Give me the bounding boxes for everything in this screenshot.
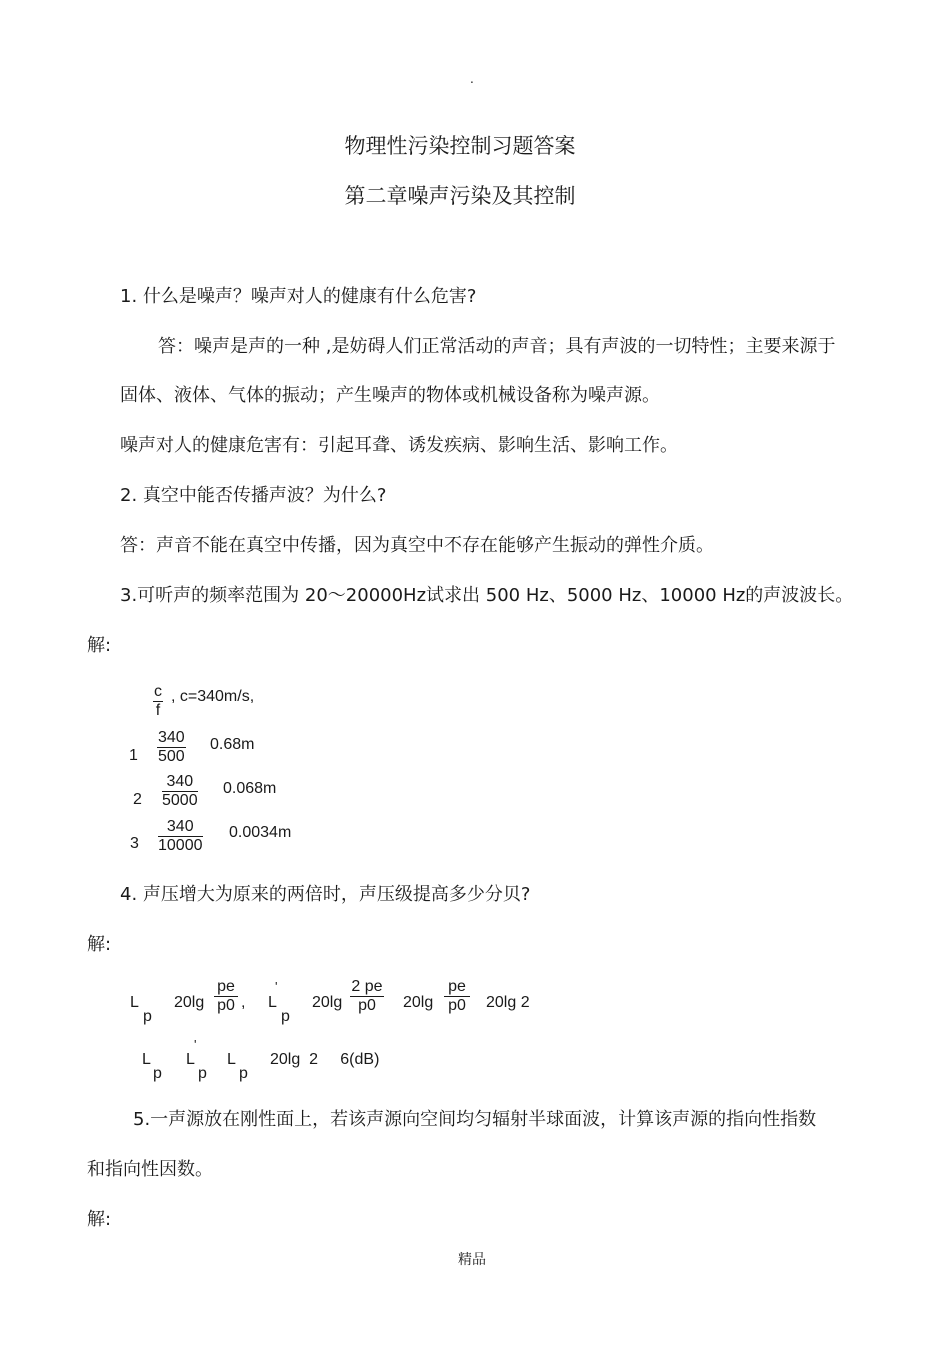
eq1-lp-sub: p (143, 1008, 152, 1025)
eq1-lp (130, 994, 139, 1012)
q5-question-line2: 和指向性因数。 (87, 1159, 213, 1180)
q3-row2-index: 2 (133, 791, 142, 808)
subscript: 0 (367, 997, 376, 1014)
eq1-fraction2 (350, 978, 384, 1015)
q1-answer-line2: 固体、液体、气体的振动；产生噪声的物体或机械设备称为噪声源。 (120, 385, 660, 406)
fraction-denominator: 10000 (158, 837, 203, 854)
eq2-l2: L (186, 1051, 195, 1068)
symbol: p (448, 997, 457, 1014)
fraction-numerator (214, 978, 238, 997)
q2-question: 2. 真空中能否传播声波？为什么? (120, 485, 387, 506)
q3-row3-index: 3 (130, 835, 139, 852)
eq2-l2-prime: ' (194, 1037, 197, 1052)
fraction-denominator: f (155, 702, 161, 719)
q3-row2-result: 0.068m (223, 780, 277, 797)
fraction-denominator (350, 997, 384, 1015)
fraction-numerator: 340 (158, 729, 185, 746)
q3-formula-tail: , c=340m/s, (171, 688, 255, 705)
chapter-title: 第二章噪声污染及其控制 (344, 184, 576, 208)
q1-answer-line3: 噪声对人的健康危害有：引起耳聋、诱发疾病、影响生活、影响工作。 (120, 435, 678, 456)
fraction-numerator (444, 978, 470, 997)
fraction-denominator (214, 997, 238, 1015)
symbol: p (448, 978, 457, 995)
q3-row1-index: 1 (129, 747, 138, 764)
symbol: p (217, 997, 226, 1014)
header-mark: . (470, 72, 474, 86)
fraction-numerator: c (154, 683, 162, 700)
q1-question: 1. 什么是噪声？噪声对人的健康有什么危害? (120, 286, 477, 307)
q3-question: 3.可听声的频率范围为 20～20000Hz试求出 500 Hz、5000 Hz、10000 Hz的声波波长。 (120, 585, 854, 606)
eq1-lp2-sub: p (281, 1008, 290, 1025)
eq2-l3-sub: p (239, 1065, 248, 1082)
fraction-denominator: 5000 (162, 792, 198, 809)
q5-solution-label: 解: (87, 1209, 112, 1230)
subscript: e (457, 978, 466, 995)
eq2-rest: 20lg 2 6(dB) (270, 1051, 380, 1068)
q3-solution-label: 解: (87, 635, 112, 656)
symbol: L (130, 994, 139, 1011)
eq1-prime: ' (275, 979, 278, 994)
subscript: 0 (457, 997, 466, 1014)
eq1-term4: 20lg 2 (486, 994, 530, 1011)
q3-row1-result: 0.68m (210, 736, 255, 753)
fraction-numerator: 340 (162, 773, 198, 792)
fraction-numerator (350, 978, 384, 997)
q4-solution-label: 解: (87, 934, 112, 955)
eq1-term1: 20lg (174, 994, 205, 1011)
q3-formula-fraction (153, 683, 163, 720)
q3-row2-fraction (162, 773, 198, 810)
q3-row1-fraction (157, 729, 186, 766)
eq2-l1: L (142, 1051, 151, 1068)
q1-answer-line1: 答：噪声是声的一种 ,是妨碍人们正常活动的声音；具有声波的一切特性；主要来源于 (158, 336, 836, 357)
fraction-denominator (444, 997, 470, 1015)
eq1-term2: 20lg (312, 994, 343, 1011)
eq2-l1-sub: p (153, 1065, 162, 1082)
symbol: p (217, 978, 226, 995)
eq1-comma: , (241, 994, 246, 1011)
q4-question: 4. 声压增大为原来的两倍时，声压级提高多少分贝? (120, 884, 531, 905)
eq1-fraction3 (444, 978, 470, 1015)
symbol: 2 p (351, 978, 374, 995)
q2-answer: 答：声音不能在真空中传播，因为真空中不存在能够产生振动的弹性介质。 (120, 535, 714, 556)
document-title: 物理性污染控制习题答案 (344, 134, 576, 158)
eq1-lp2: L (268, 994, 277, 1011)
subscript: 0 (226, 997, 235, 1014)
page-footer: 精品 (458, 1252, 486, 1268)
eq2-l2-sub: p (198, 1065, 207, 1082)
eq2-l3: L (227, 1051, 236, 1068)
subscript: e (373, 978, 383, 995)
fraction-numerator: 340 (158, 818, 203, 837)
eq1-term3: 20lg (403, 994, 434, 1011)
symbol: p (358, 997, 367, 1014)
q5-question-line1: 5.一声源放在刚性面上，若该声源向空间均匀辐射半球面波，计算该声源的指向性指数 (133, 1109, 817, 1130)
subscript: e (226, 978, 235, 995)
fraction-denominator: 500 (158, 748, 185, 765)
q3-row3-fraction (158, 818, 203, 855)
q3-row3-result: 0.0034m (229, 824, 292, 841)
eq1-fraction1 (214, 978, 238, 1015)
